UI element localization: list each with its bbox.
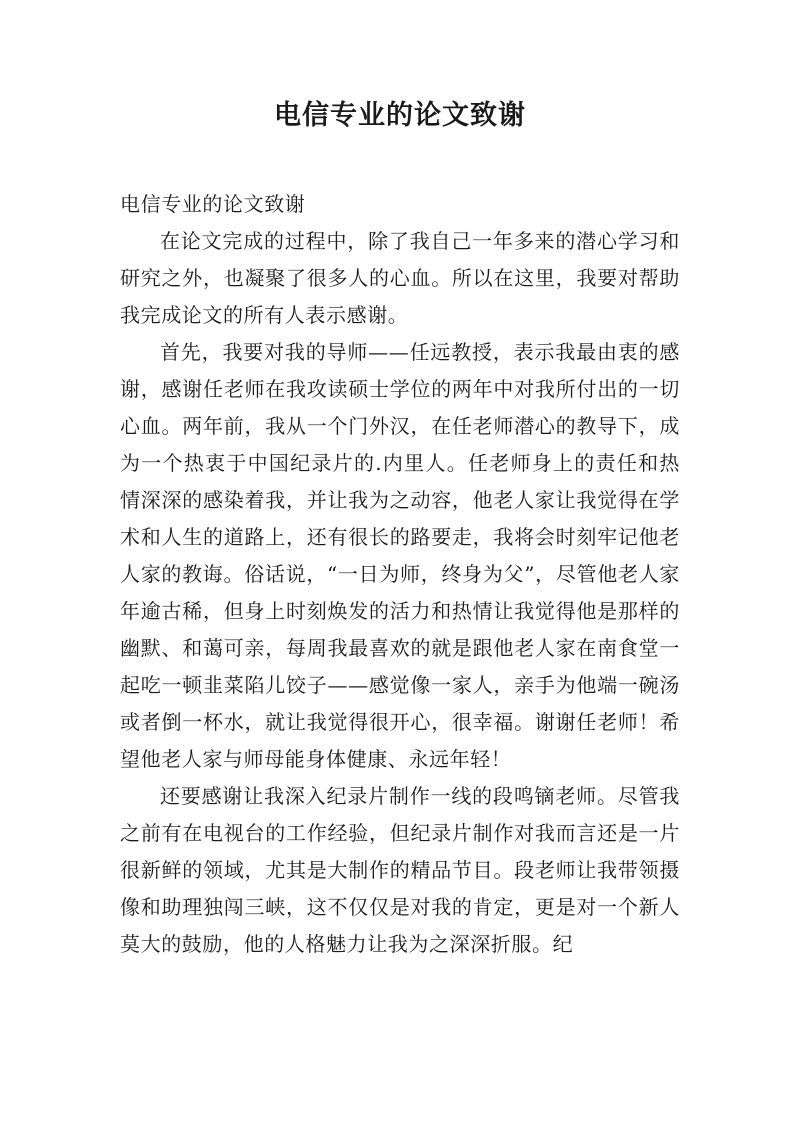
- document-body: [120, 186, 680, 963]
- paragraph-mentor-thanks: 还要感谢让我深入纪录片制作一线的段鸣镝老师。尽管我之前有在电视台的工作经验，但纪录片制作对我而言还是一片很新鲜的领域，尤其是大制作的精品节目。段老师让我带领摄像和助理独闯三峡，这不仅仅是对我的肯定，更是对一个新人莫大的鼓励，他的人格魅力让我为之深深折服。纪: [120, 784, 680, 956]
- paragraph-advisor-thanks: 首先，我要对我的导师——任远教授，表示我最由衷的感谢，感谢任老师在我攻读硕士学位的两年中对我所付出的一切心血。两年前，我从一个门外汉，在任老师潜心的教导下，成为一个热衷于中国纪录片的.内里人。任老师身上的责任和热情深深的感染着我，并让我为之动容，他老人家让我觉得在学术和人生的道路上，还有很长的路要走，我将会时刻牢记他老人家的教诲。俗话说，“一日为师，终身为父”，尽管他老人家年逾古稀，但身上时刻焕发的活力和热情让我觉得他是那样的幽默、和蔼可亲，每周我最喜欢的就是跟他老人家在南食堂一起吃一顿韭菜陷儿饺子——感觉像一家人，亲手为他端一碗汤或者倒一杯水，就让我觉得很开心，很幸福。谢谢任老师！希望他老人家与师母能身体健康、永远年轻！: [120, 340, 680, 771]
- document-title: 电信专业的论文致谢: [274, 100, 526, 131]
- paragraph-intro: 在论文完成的过程中，除了我自己一年多来的潜心学习和研究之外，也凝聚了很多人的心血。所以在这里，我要对帮助我完成论文的所有人表示感谢。: [120, 229, 680, 327]
- document-subtitle: 电信专业的论文致谢: [120, 192, 306, 216]
